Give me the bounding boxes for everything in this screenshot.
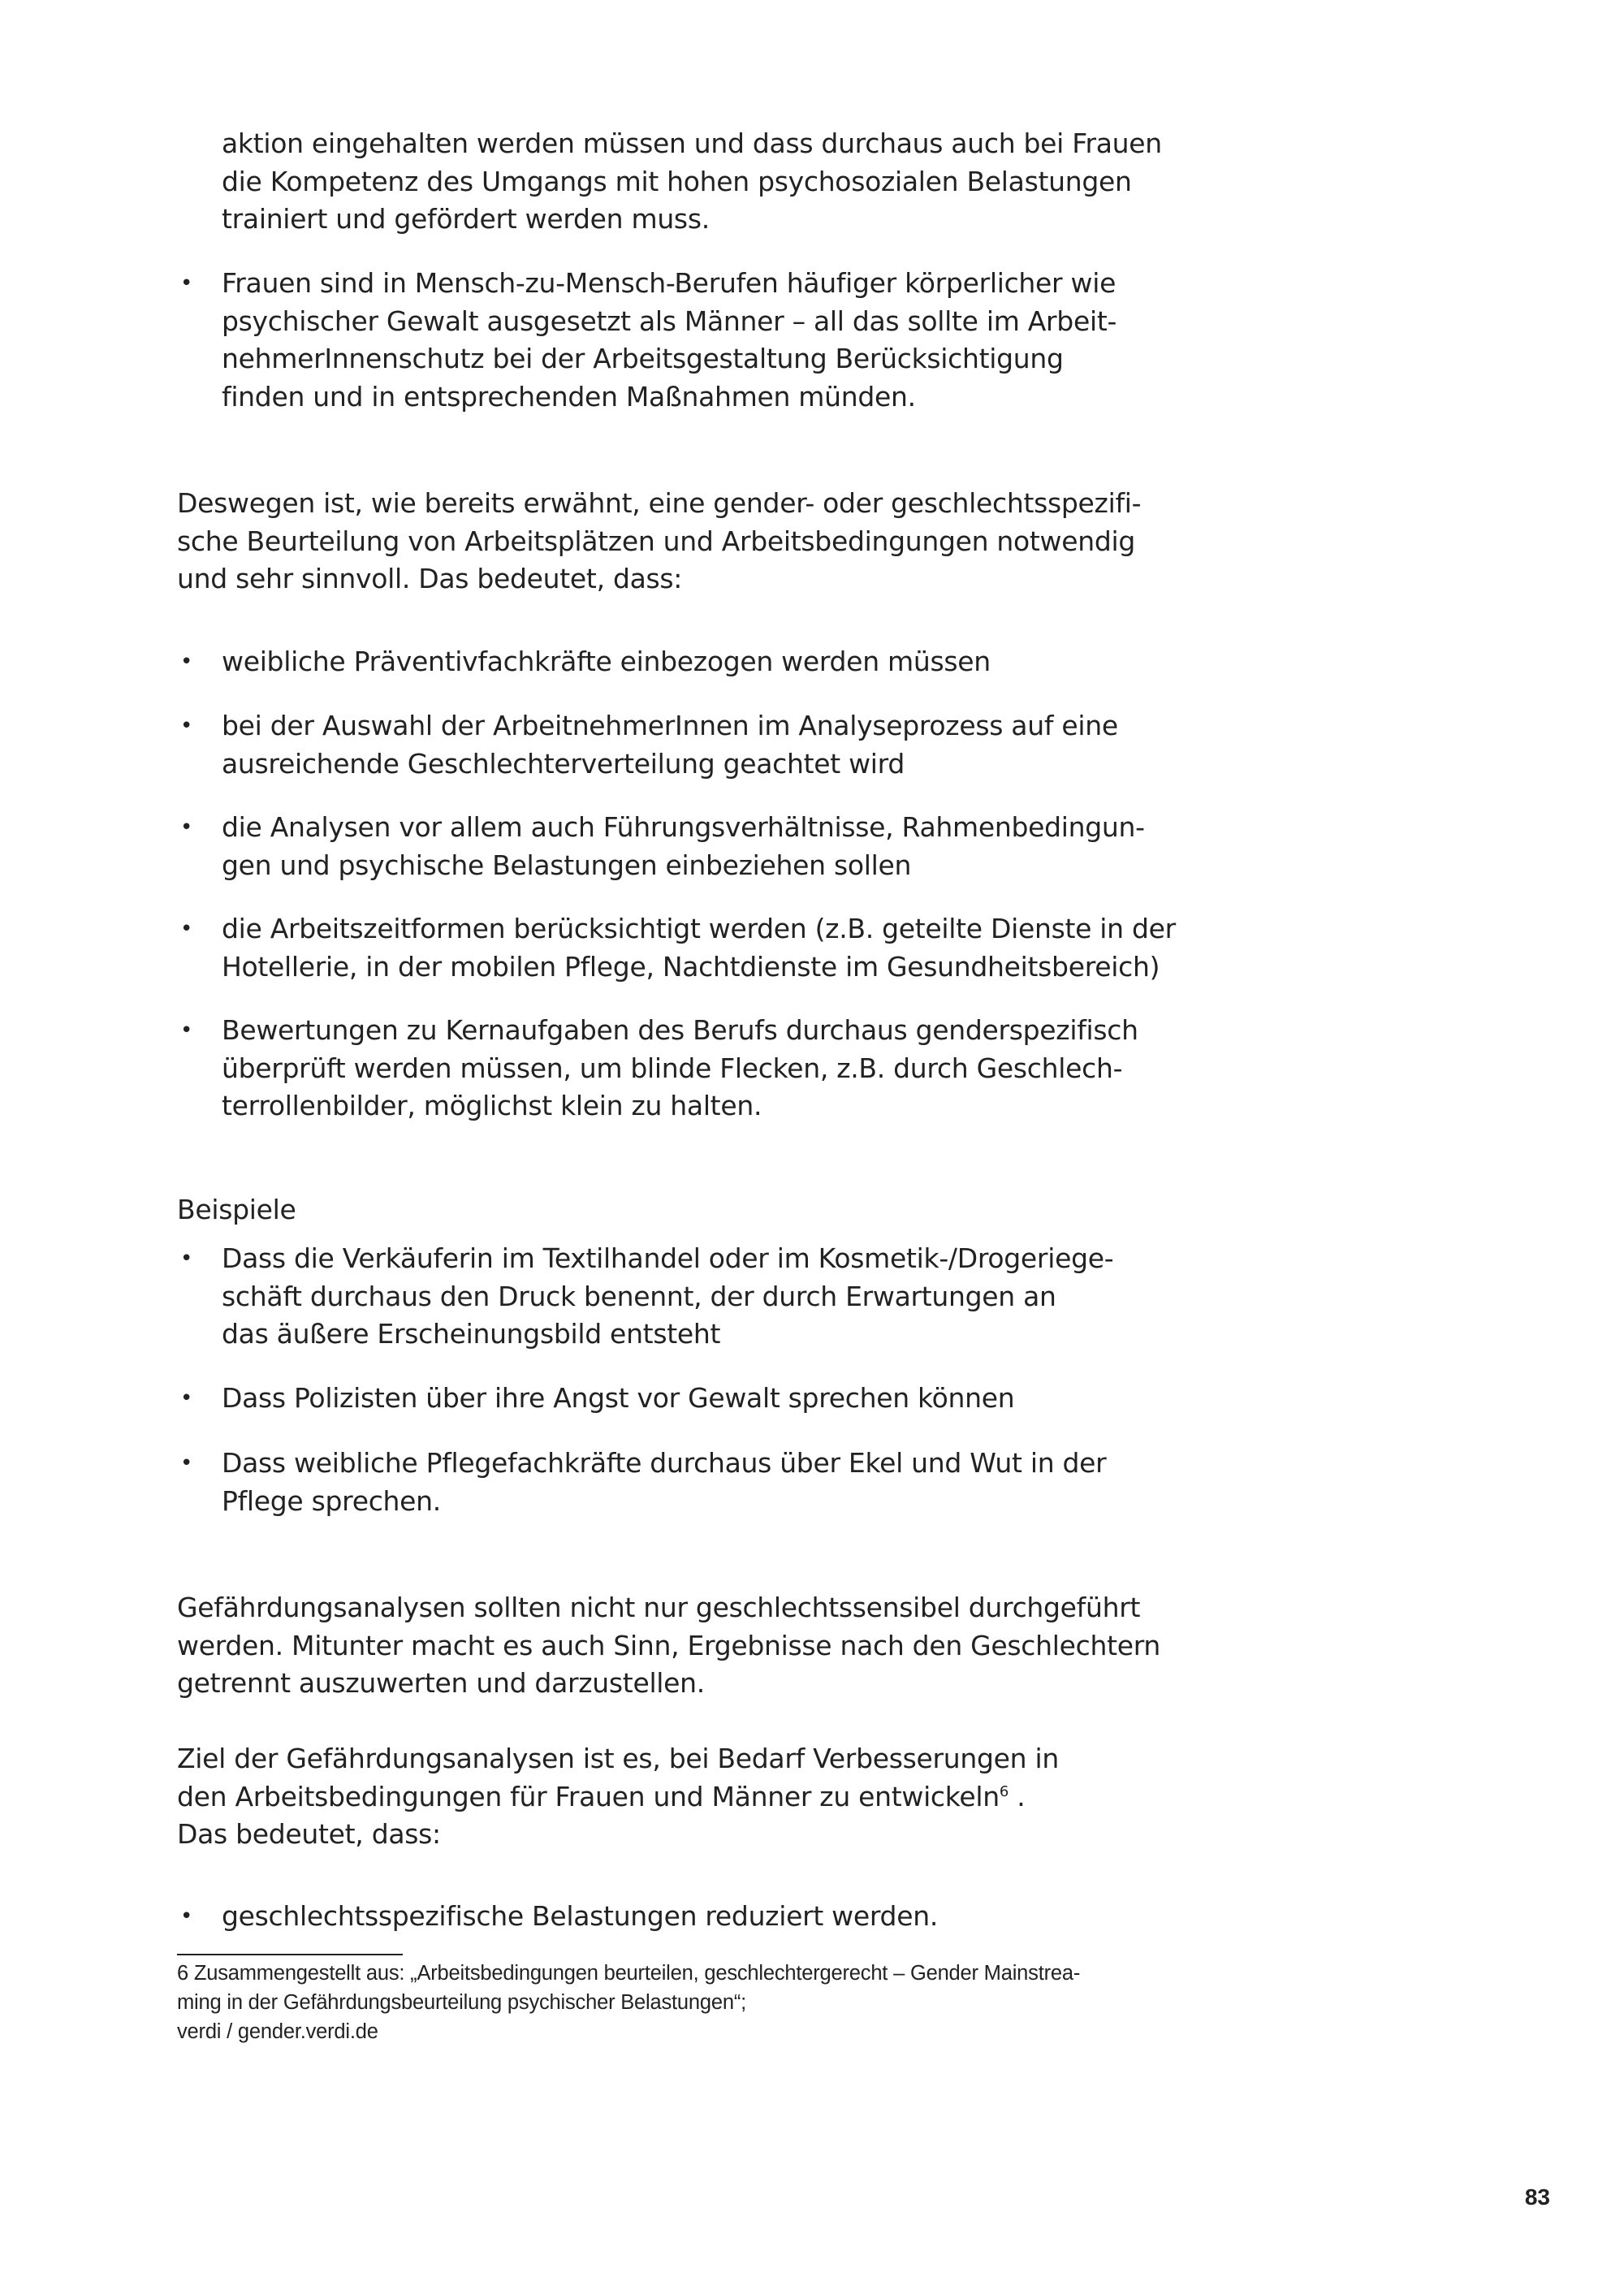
bullet-item-violence: • Frauen sind in Mensch-zu-Mensch-Berufen häufiger körperlicher wie psychischer Gewalt ausgesetzt als Männer – all das sollte im Arbeit- nehmerInnenschutz bei der Arbeitsgestaltung Berücksichtigung finden und in entsprechenden Maßnahmen münden. [177,265,1103,416]
bullet-dot-icon: • [180,1904,193,1929]
list-item: • bei der Auswahl der ArbeitnehmerInnen im Analyseprozess auf eine ausreichende Geschlechterverteilung geachtet wird [177,707,1103,783]
list-item: • Dass Polizisten über ihre Angst vor Gewalt sprechen können [177,1380,1103,1418]
bullet-dot-icon: • [180,271,193,296]
list-item: • Dass die Verkäuferin im Textilhandel oder im Kosmetik-/Drogeriege- schäft durchaus den Druck benennt, der durch Erwartungen an das äußere Erscheinungsbild entsteht [177,1240,1103,1354]
list-item: • Dass weibliche Pflegefachkräfte durchaus über Ekel und Wut in der Pflege sprechen. [177,1445,1103,1520]
paragraph-gefaehrdungsanalysen: Gefährdungsanalysen sollten nicht nur geschlechtssensibel durchgeführt werden. Mitunter macht es auch Sinn, Ergebnisse nach den Geschlechtern getrennt auszuwerten und darzustellen. [177,1592,1161,1699]
paragraph-deswegen: Deswegen ist, wie bereits erwähnt, eine gender- oder geschlechtsspezifi- sche Beurteilung von Arbeitsplätzen und Arbeitsbedingungen notwendig und sehr sinnvoll. Das bedeutet, dass: [177,487,1142,594]
list-item: • die Analysen vor allem auch Führungsverhältnisse, Rahmenbedingun- gen und psychische Belastungen einbeziehen sollen [177,809,1103,884]
section-heading-beispiele: Beispiele [177,1194,296,1225]
list-item: • die Arbeitszeitformen berücksichtigt werden (z.B. geteilte Dienste in der Hotellerie, in der mobilen Pflege, Nachtdienste im Gesundheitsbereich) [177,910,1103,986]
bullet-dot-icon: • [180,1246,193,1271]
bullet-dot-icon: • [180,815,193,840]
list-item: • geschlechtsspezifische Belastungen reduziert werden. [177,1898,1103,1936]
list-item: • weibliche Präventivfachkräfte einbezogen werden müssen [177,643,1103,681]
page-number: 83 [1524,2184,1550,2210]
footnote-reference: 6 [999,1782,1009,1800]
bullet-dot-icon: • [180,917,193,941]
footnote: 6 Zusammengestellt aus: „Arbeitsbedingungen beurteilen, geschlechtergerecht – Gender Mainstrea- ming in der Gefährdungsbeurteilung psychischer Belastungen“; verdi / gender.verdi.de [177,1962,1081,2043]
bullet-dot-icon: • [180,1386,193,1411]
paragraph-ziel: Ziel der Gefährdungsanalysen ist es, bei Bedarf Verbesserungen in den Arbeitsbedingungen für Frauen und Männer zu entwickeln$^6$ . Das bedeutet, dass: [177,1743,1059,1850]
bullet-dot-icon: • [180,650,193,674]
list-item: • Bewertungen zu Kernaufgaben des Berufs durchaus genderspezifisch überprüft werden müssen, um blinde Flecken, z.B. durch Geschlech- terrollenbilder, möglichst klein zu halten. [177,1012,1103,1125]
bullet-dot-icon: • [180,1451,193,1475]
intro-continuation: aktion eingehalten werden müssen und dass durchaus auch bei Frauen die Kompetenz des Umgangs mit hohen psychosozialen Belastungen trainiert und gefördert werden muss. [222,127,1162,235]
bullet-dot-icon: • [180,714,193,738]
bullet-dot-icon: • [180,1018,193,1043]
footnote-divider [177,1954,403,1955]
